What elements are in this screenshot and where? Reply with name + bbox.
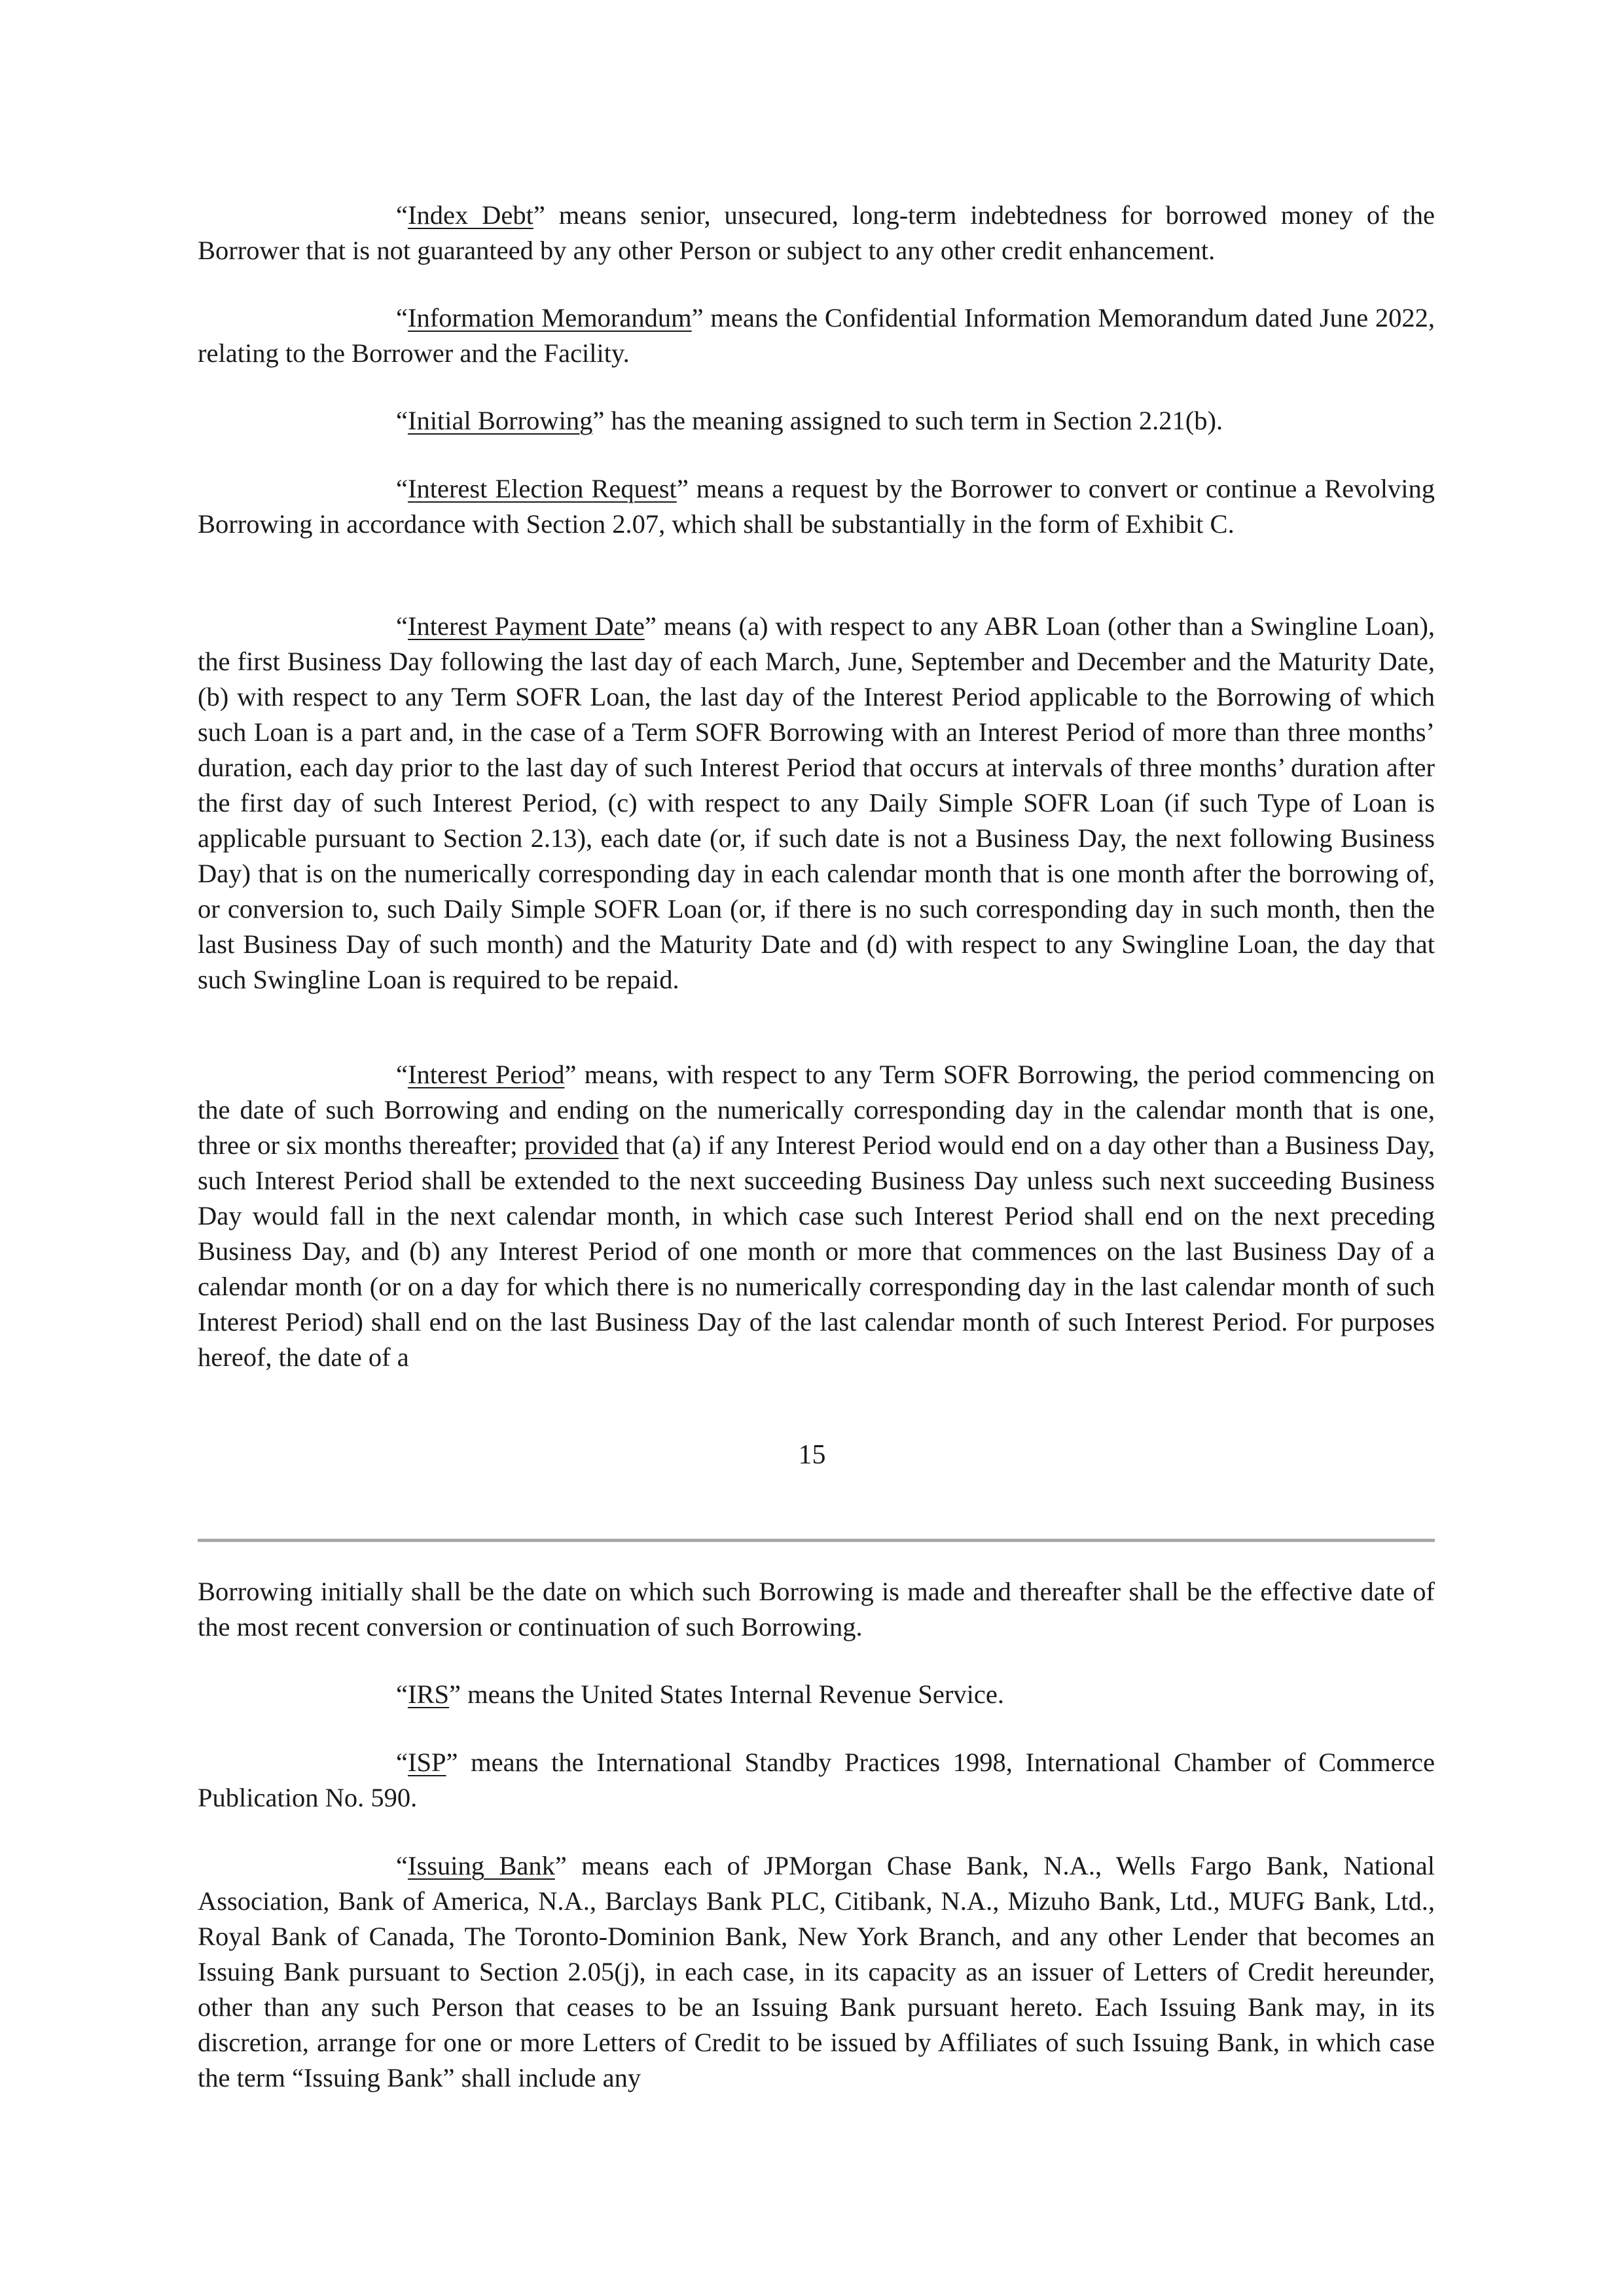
open-quote: “ [396, 406, 408, 435]
defined-term: ISP [407, 1748, 446, 1777]
definition-interest-election-request [198, 471, 1435, 542]
open-quote: “ [396, 1060, 408, 1089]
defined-term: Issuing Bank [407, 1851, 555, 1880]
close-quote: ” [644, 611, 657, 641]
definition-text: has the meaning assigned to such term in Section 2.21(b). [604, 406, 1223, 435]
inline-defined-term: provided [524, 1130, 619, 1160]
open-quote: “ [396, 611, 408, 641]
close-quote: ” [676, 474, 689, 503]
definition-text: means, with respect to any Term SOFR Borrowing, the period commencing on the date of such Borrowing and ending on the numerically corresponding day in the calendar month that is one, three or six months thereafter; [198, 1060, 1435, 1160]
page-number: 15 [798, 1440, 826, 1470]
definition-text-continued: that (a) if any Interest Period would end on a day other than a Business Day, such Interest Period shall be extended to the next succeeding Business Day unless such next succeeding Business Day would fall in the next calendar month, in which case such Interest Period shall end on the next preceding Business Day, and (b) any Interest Period of one month or more that commences on the last Business Day of a calendar month (or on a day for which there is no numerically corresponding day in the last calendar month of such Interest Period) shall end on the last Business Day of the last calendar month of such Interest Period. For purposes hereof, the date of a [198, 1130, 1435, 1372]
open-quote: “ [396, 1748, 408, 1777]
definition-isp [198, 1745, 1435, 1816]
open-quote: “ [396, 474, 408, 503]
definition-text: means the Confidential Information Memorandum dated June 2022, relating to the Borrower and the Facility. [198, 303, 1435, 368]
definition-text: means the International Standby Practices 1998, International Chamber of Commerce Publication No. 590. [198, 1748, 1435, 1812]
defined-term: Interest Period [407, 1060, 565, 1089]
definition-index-debt [198, 198, 1435, 268]
close-quote: ” [449, 1679, 461, 1709]
open-quote: “ [396, 1851, 408, 1880]
close-quote: ” [691, 303, 704, 332]
defined-term: Initial Borrowing [407, 406, 593, 435]
close-quote: ” [592, 406, 605, 435]
close-quote: ” [446, 1748, 458, 1777]
defined-term: Index Debt [407, 200, 533, 230]
defined-term: Interest Election Request [407, 474, 677, 503]
defined-term: IRS [407, 1679, 450, 1709]
close-quote: ” [554, 1851, 567, 1880]
definition-information-memorandum [198, 300, 1435, 371]
open-quote: “ [396, 303, 408, 332]
definition-issuing-bank [198, 1848, 1435, 2096]
definition-irs [198, 1677, 1435, 1712]
open-quote: “ [396, 1679, 408, 1709]
defined-term: Interest Payment Date [407, 611, 645, 641]
definition-text: means (a) with respect to any ABR Loan (other than a Swingline Loan), the first Business Day following the last day of each March, June, September and December and the Maturity Date, (b) with respect to any Term SOFR Loan, the last day of the Interest Period applicable to the Borrowing of which such Loan is a part and, in the case of a Term SOFR Borrowing with an Interest Period of more than three months’ duration, each day prior to the last day of such Interest Period that occurs at intervals of three months’ duration after the first day of such Interest Period, (c) with respect to any Daily Simple SOFR Loan (if such Type of Loan is applicable pursuant to Section 2.13), each date (or, if such date is not a Business Day, the next following Business Day) that is on the numerically corresponding day in each calendar month that is one month after the borrowing of, or conversion to, such Daily Simple SOFR Loan (or, if there is no such corresponding day in such month, then the last Business Day of such month) and the Maturity Date and (d) with respect to any Swingline Loan, the day that such Swingline Loan is required to be repaid. [198, 611, 1435, 994]
definition-interest-payment-date [198, 609, 1435, 997]
definition-text: means senior, unsecured, long-term indebtedness for borrowed money of the Borrower that is not guaranteed by any other Person or subject to any other credit enhancement. [198, 200, 1435, 265]
definition-text: means the United States Internal Revenue Service. [461, 1679, 1004, 1709]
definition-interest-period [198, 1057, 1435, 1375]
definition-text: means a request by the Borrower to convert or continue a Revolving Borrowing in accordance with Section 2.07, which shall be substantially in the form of Exhibit C. [198, 474, 1435, 539]
defined-term: Information Memorandum [407, 303, 692, 332]
definition-initial-borrowing [198, 403, 1435, 439]
close-quote: ” [564, 1060, 577, 1089]
page-divider [198, 1539, 1435, 1542]
continuation-paragraph: Borrowing initially shall be the date on which such Borrowing is made and thereafter shall be the effective date of the most recent conversion or continuation of such Borrowing. [198, 1577, 1435, 1641]
close-quote: ” [533, 200, 545, 230]
definition-text: means each of JPMorgan Chase Bank, N.A., Wells Fargo Bank, National Association, Bank of America, N.A., Barclays Bank PLC, Citibank, N.A., Mizuho Bank, Ltd., MUFG Bank, Ltd., Royal Bank of Canada, The Toronto-Dominion Bank, New York Branch, and any other Lender that becomes an Issuing Bank pursuant to Section 2.05(j), in each case, in its capacity as an issuer of Letters of Credit hereunder, other than any such Person that ceases to be an Issuing Bank pursuant hereto. Each Issuing Bank may, in its discretion, arrange for one or more Letters of Credit to be issued by Affiliates of such Issuing Bank, in which case the term “Issuing Bank” shall include any [198, 1851, 1435, 2092]
open-quote: “ [396, 200, 408, 230]
